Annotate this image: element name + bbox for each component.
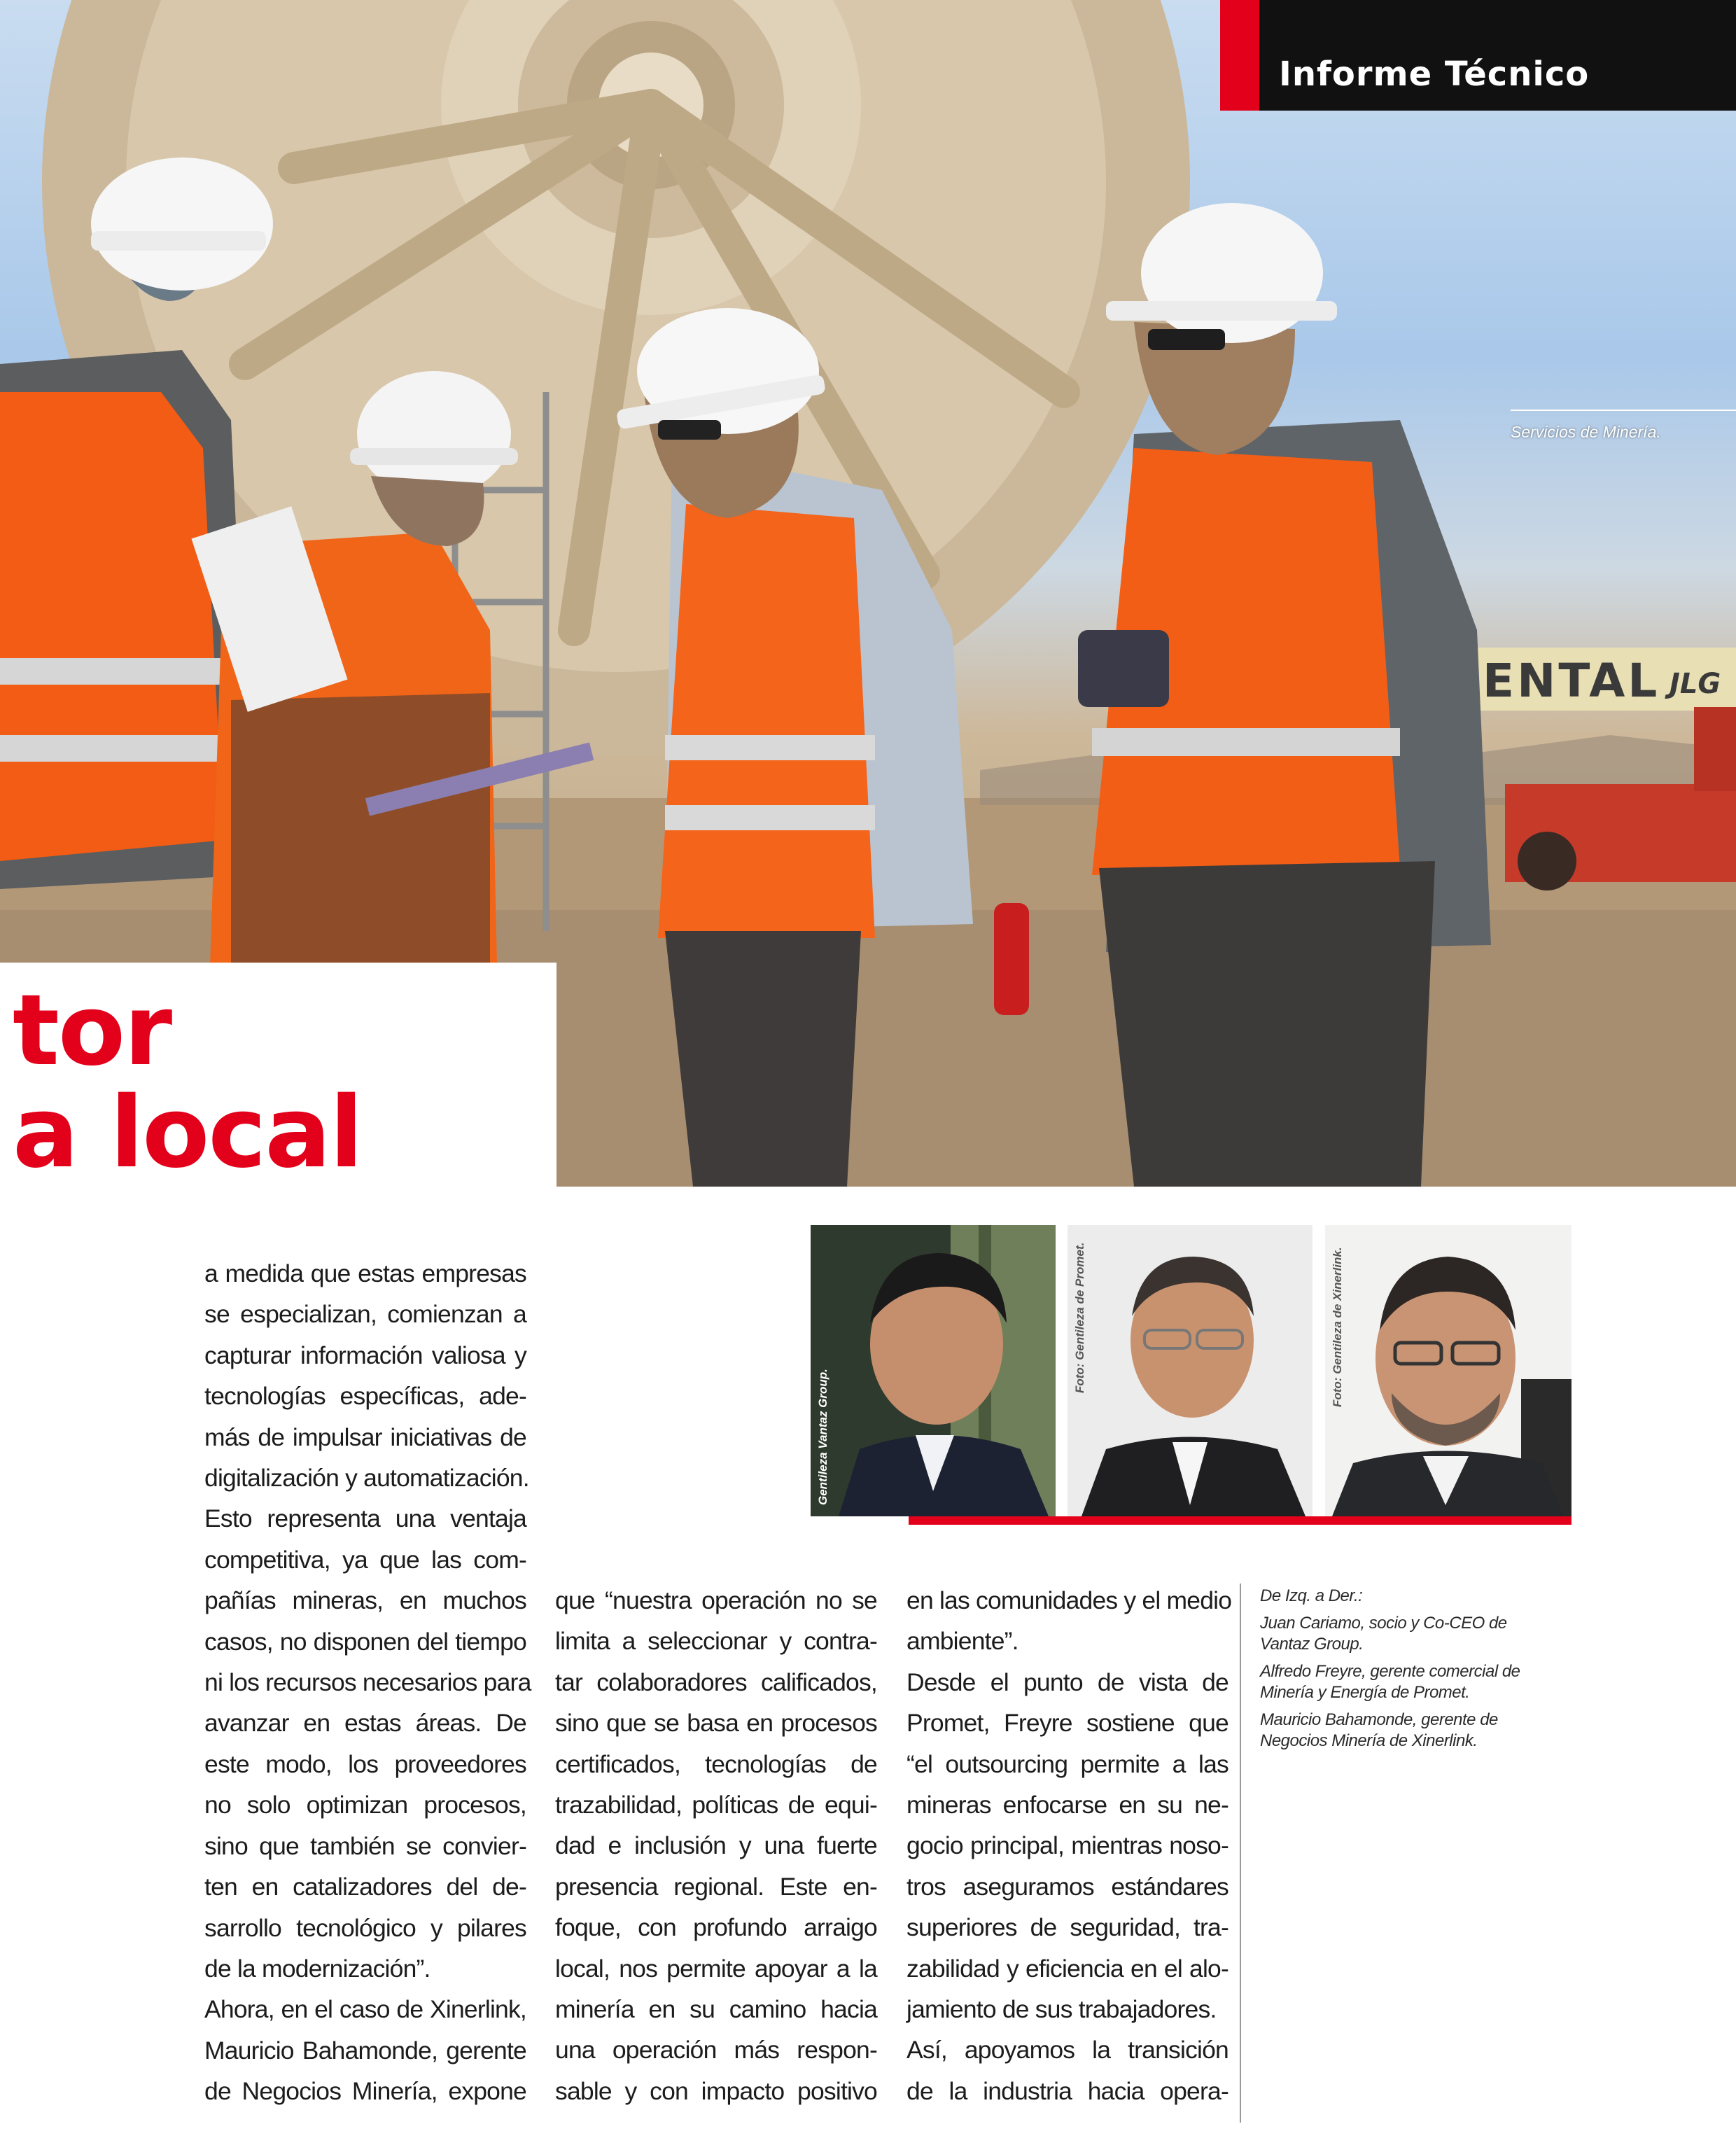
text-line: “el outsourcing permite a las [906,1749,1228,1778]
text-line: mineras enfocarse en su ne- [906,1791,1228,1819]
caption-person-1: Juan Cariamo, socio y Co-CEO de Vantaz Group. [1260,1614,1507,1654]
portrait-alfredo-freyre [1068,1225,1312,1516]
article-title [13,974,362,1190]
text-line: ni los recursos necesarios para [204,1668,531,1697]
portrait-credit-3: Foto: Gentileza de Xinerlink. [1331,1247,1344,1407]
portrait-mauricio-bahamonde [1325,1225,1572,1516]
text-line: Mauricio Bahamonde, gerente [204,2036,526,2064]
text-line: competitiva, ya que las com- [204,1545,526,1574]
text-line: Promet, Freyre sostiene que [906,1709,1228,1738]
text-line: jamiento de sus trabajadores. [906,1995,1217,2024]
text-line: local, nos permite apoyar a la [555,1954,877,1983]
photo-credit-rule [1511,410,1736,411]
scene-banner-brand: JLG [1670,668,1721,700]
text-line: de la modernización”. [204,1954,430,1983]
text-line: que “nuestra operación no se [555,1586,877,1614]
text-line: limita a seleccionar y contra- [555,1627,877,1656]
text-line: no solo optimizan procesos, [204,1791,526,1819]
text-line: Así, apoyamos la transición [906,2036,1228,2064]
text-line: Desde el punto de vista de [906,1668,1228,1696]
text-line: presencia regional. Este en- [555,1872,877,1901]
text-line: más de impulsar iniciativas de [204,1423,526,1451]
body-column-1 [204,1253,531,2112]
text-line: tecnologías específicas, ade- [204,1382,526,1411]
column-rule [1240,1584,1241,2123]
text-line: en las comunidades y el medio [906,1586,1232,1614]
portrait-juan-cariamo [811,1225,1056,1516]
text-line: casos, no disponen del tiempo [204,1627,526,1656]
portrait-accent-bar [909,1516,1572,1525]
section-title: Informe Técnico [1279,55,1590,94]
body-column-2 [555,1580,877,2111]
text-line: de la industria hacia opera- [906,2076,1228,2105]
text-line: tros aseguramos estándares [906,1872,1228,1901]
portrait-strip [811,1225,1572,1526]
hero-photo-credit: Servicios de Minería. [1511,423,1661,441]
portrait-credit-2: Foto: Gentileza de Promet. [1073,1242,1086,1393]
text-line: certificados, tecnologías de [555,1749,877,1778]
text-line: de Negocios Minería, expone [204,2077,526,2106]
text-line: una operación más respon- [555,2036,877,2064]
title-line-1: tor [13,974,172,1088]
caption-person-2: Alfredo Freyre, gerente comercial de Minería y Energía de Promet. [1260,1662,1520,1702]
caption-intro: De Izq. a Der.: [1260,1586,1363,1605]
text-line: digitalización y automatización. [204,1464,529,1493]
text-line: este modo, los proveedores [204,1749,526,1778]
scene-banner-text: ENTAL [1483,654,1660,708]
text-line: sable y con impacto positivo [555,2076,877,2105]
text-line: zabilidad y eficiencia en el alo- [906,1954,1228,1983]
portrait-caption [1260,1586,1554,1758]
text-line: Esto representa una ventaja [204,1504,526,1533]
text-line: sino que se basa en procesos [555,1709,877,1738]
text-line: ambiente”. [906,1627,1018,1656]
text-line: pañías mineras, en muchos [204,1586,526,1615]
text-line: capturar información valiosa y [204,1341,526,1369]
text-line: sino que también se convier- [204,1831,526,1860]
text-line: se especializan, comienzan a [204,1300,526,1329]
section-header [1220,0,1736,111]
text-line: Ahora, en el caso de Xinerlink, [204,1995,526,2024]
portrait-credit-1: Gentileza Vantaz Group. [816,1369,830,1505]
text-line: minería en su camino hacia [555,1995,877,2024]
text-line: superiores de seguridad, tra- [906,1913,1228,1942]
body-column-3 [906,1580,1232,2111]
text-line: sarrollo tecnológico y pilares [204,1913,526,1942]
title-line-2: a local [13,1076,362,1190]
caption-person-3: Mauricio Bahamonde, gerente de Negocios Minería de Xinerlink. [1260,1710,1498,1750]
text-line: dad e inclusión y una fuerte [555,1831,877,1860]
text-line: ten en catalizadores del de- [204,1873,526,1901]
text-line: a medida que estas empresas [204,1259,526,1287]
text-line: trazabilidad, políticas de equi- [555,1791,877,1819]
text-line: foque, con profundo arraigo [555,1913,877,1942]
section-accent-bar [1220,0,1259,111]
text-line: gocio principal, mientras noso- [906,1831,1228,1860]
text-line: avanzar en estas áreas. De [204,1709,526,1738]
text-line: tar colaboradores calificados, [555,1668,877,1696]
